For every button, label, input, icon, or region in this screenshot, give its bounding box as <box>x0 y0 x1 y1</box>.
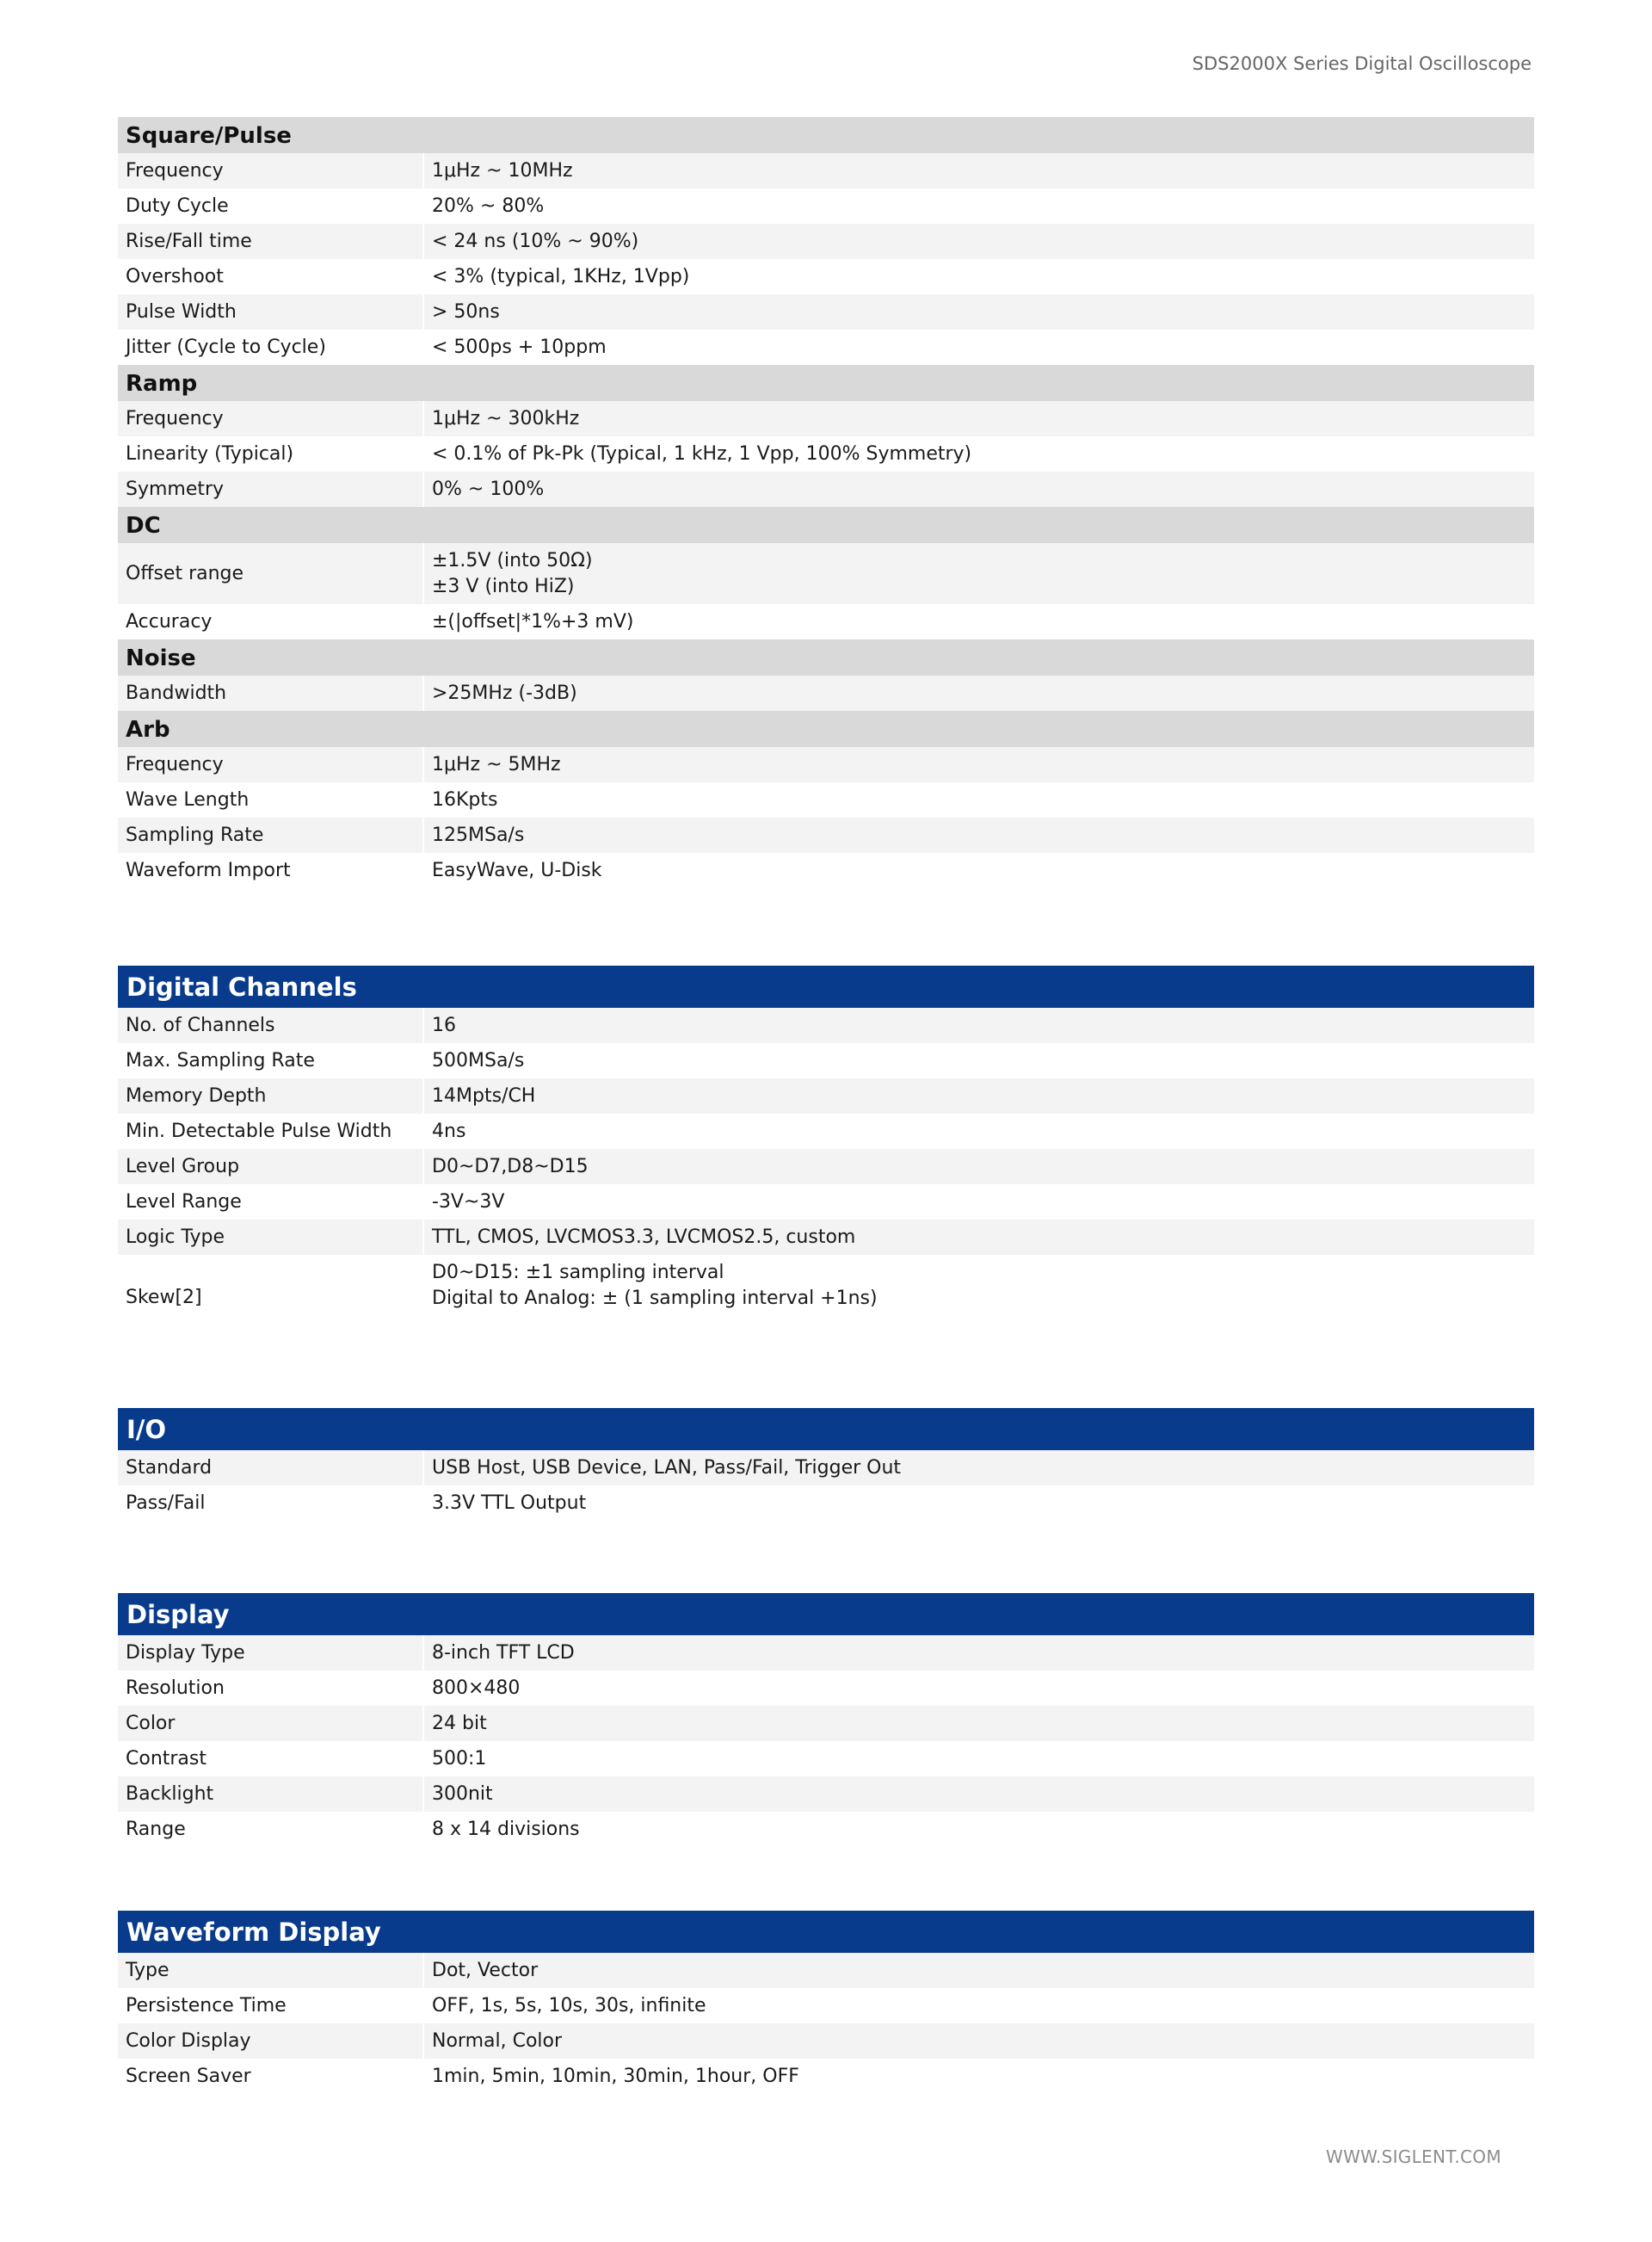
row-value: < 500ps + 10ppm <box>432 336 607 358</box>
digital-channels-rows <box>118 1008 1534 1339</box>
table-row <box>118 1812 1534 1847</box>
row-value-line: ±1.5V (into 50Ω) <box>432 549 593 571</box>
row-value: 500MSa/s <box>432 1049 525 1072</box>
table-row <box>118 401 1534 436</box>
row-value: OFF, 1s, 5s, 10s, 30s, infinite <box>432 1994 706 2017</box>
table-row <box>118 1220 1534 1255</box>
row-label: Max. Sampling Rate <box>118 1043 424 1078</box>
row-label: Level Range <box>118 1184 424 1220</box>
row-label: Linearity (Typical) <box>118 436 424 472</box>
row-label: Overshoot <box>118 259 424 294</box>
row-value: 800×480 <box>432 1677 521 1699</box>
row-value: >25MHz (-3dB) <box>432 682 577 704</box>
row-value: 8 x 14 divisions <box>432 1818 580 1840</box>
row-label: Standard <box>118 1450 424 1485</box>
table-row <box>118 1953 1534 1988</box>
row-label: Contrast <box>118 1741 424 1776</box>
row-label: Memory Depth <box>118 1078 424 1114</box>
table-row <box>118 604 1534 639</box>
table-row <box>118 1450 1534 1485</box>
table-row <box>118 2023 1534 2059</box>
section-heading-arb: Arb <box>118 711 1534 747</box>
table-row <box>118 747 1534 782</box>
row-value-line: Digital to Analog: ± (1 sampling interval +1ns) <box>432 1288 878 1309</box>
table-row <box>118 330 1534 365</box>
dc-rows <box>118 543 1534 639</box>
row-value: < 0.1% of Pk-Pk (Typical, 1 kHz, 1 Vpp, 100% Symmetry) <box>432 442 972 465</box>
row-value <box>424 1255 1534 1339</box>
row-label: Accuracy <box>118 604 424 639</box>
section-heading-io: I/O <box>118 1408 1534 1450</box>
io-table <box>118 1408 1534 1521</box>
row-label: Wave Length <box>118 782 424 818</box>
table-row <box>118 1776 1534 1812</box>
waveform-display-rows <box>118 1953 1534 2094</box>
table-row <box>118 1184 1534 1220</box>
row-label: Bandwidth <box>118 676 424 711</box>
row-label: Rise/Fall time <box>118 224 424 259</box>
row-label: Pulse Width <box>118 294 424 330</box>
table-row <box>118 1149 1534 1184</box>
row-label: Min. Detectable Pulse Width <box>118 1114 424 1149</box>
row-value: > 50ns <box>432 300 500 323</box>
row-value: Dot, Vector <box>432 1959 539 1981</box>
row-value: Normal, Color <box>432 2029 563 2052</box>
table-row <box>118 1706 1534 1741</box>
table-row <box>118 188 1534 224</box>
table-row <box>118 543 1534 604</box>
table-row <box>118 1635 1534 1671</box>
row-value: 125MSa/s <box>432 824 525 846</box>
table-row <box>118 1671 1534 1706</box>
row-label: No. of Channels <box>118 1008 424 1043</box>
row-value: 300nit <box>432 1782 493 1805</box>
table-row <box>118 153 1534 188</box>
table-row <box>118 294 1534 330</box>
table-row <box>118 1485 1534 1521</box>
row-value: EasyWave, U-Disk <box>432 859 602 881</box>
table-row <box>118 782 1534 818</box>
row-value: 1μHz ~ 10MHz <box>432 159 573 182</box>
digital-channels-table <box>118 966 1534 1339</box>
section-heading-waveform-display: Waveform Display <box>118 1911 1534 1953</box>
waveform-display-table <box>118 1911 1534 2094</box>
section-heading-display: Display <box>118 1593 1534 1635</box>
row-label: Color <box>118 1706 424 1741</box>
section-heading-ramp: Ramp <box>118 365 1534 401</box>
row-value: USB Host, USB Device, LAN, Pass/Fail, Trigger Out <box>432 1456 902 1479</box>
row-label: Persistence Time <box>118 1988 424 2023</box>
row-label: Duty Cycle <box>118 188 424 224</box>
row-value: 0% ~ 100% <box>432 478 545 500</box>
row-label: Screen Saver <box>118 2059 424 2094</box>
row-label: Pass/Fail <box>118 1485 424 1521</box>
row-value: < 24 ns (10% ~ 90%) <box>432 230 639 252</box>
display-table <box>118 1593 1534 1847</box>
row-value <box>424 543 1534 604</box>
row-value: 8-inch TFT LCD <box>432 1641 575 1664</box>
section-heading-noise: Noise <box>118 639 1534 676</box>
table-row <box>118 853 1534 888</box>
row-value: 500:1 <box>432 1747 487 1770</box>
row-label: Logic Type <box>118 1220 424 1255</box>
table-row <box>118 676 1534 711</box>
row-label: Resolution <box>118 1671 424 1706</box>
row-value: < 3% (typical, 1KHz, 1Vpp) <box>432 265 690 287</box>
io-rows <box>118 1450 1534 1521</box>
noise-rows <box>118 676 1534 711</box>
row-label: Waveform Import <box>118 853 424 888</box>
row-value: 14Mpts/CH <box>432 1084 536 1107</box>
table-row <box>118 2059 1534 2094</box>
row-label: Offset range <box>118 543 424 604</box>
table-row <box>118 472 1534 507</box>
row-value: ±(|offset|*1%+3 mV) <box>432 610 634 633</box>
table-row <box>118 1988 1534 2023</box>
row-value: 24 bit <box>432 1712 487 1734</box>
row-value: TTL, CMOS, LVCMOS3.3, LVCMOS2.5, custom <box>432 1226 856 1248</box>
row-label: Skew[2] <box>118 1255 424 1339</box>
row-value: -3V~3V <box>432 1190 505 1213</box>
table-row <box>118 1043 1534 1078</box>
table-row <box>118 818 1534 853</box>
row-label: Frequency <box>118 153 424 188</box>
waveform-spec-table <box>118 117 1534 888</box>
table-row <box>118 259 1534 294</box>
row-label: Sampling Rate <box>118 818 424 853</box>
table-row <box>118 1255 1534 1339</box>
table-row <box>118 224 1534 259</box>
row-label: Color Display <box>118 2023 424 2059</box>
row-label: Frequency <box>118 747 424 782</box>
row-label: Range <box>118 1812 424 1847</box>
row-value: 16Kpts <box>432 788 498 811</box>
row-label: Frequency <box>118 401 424 436</box>
row-value: 4ns <box>432 1120 466 1142</box>
row-label: Jitter (Cycle to Cycle) <box>118 330 424 365</box>
row-value: 16 <box>432 1014 456 1036</box>
row-value-line: D0~D15: ±1 sampling interval <box>432 1262 724 1283</box>
ramp-rows <box>118 401 1534 507</box>
table-row <box>118 436 1534 472</box>
row-value: D0~D7,D8~D15 <box>432 1155 589 1177</box>
row-label: Type <box>118 1953 424 1988</box>
table-row <box>118 1114 1534 1149</box>
footer-website-url: WWW.SIGLENT.COM <box>1326 2146 1501 2167</box>
row-label: Display Type <box>118 1635 424 1671</box>
row-value: 1μHz ~ 300kHz <box>432 407 580 429</box>
square-pulse-rows <box>118 153 1534 365</box>
table-row <box>118 1008 1534 1043</box>
row-value-line: ±3 V (into HiZ) <box>432 575 575 597</box>
display-rows <box>118 1635 1534 1847</box>
table-row <box>118 1078 1534 1114</box>
row-value: 1min, 5min, 10min, 30min, 1hour, OFF <box>432 2065 799 2087</box>
section-heading-digital-channels: Digital Channels <box>118 966 1534 1008</box>
arb-rows <box>118 747 1534 888</box>
table-row <box>118 1741 1534 1776</box>
row-label: Symmetry <box>118 472 424 507</box>
row-label: Backlight <box>118 1776 424 1812</box>
row-value: 3.3V TTL Output <box>432 1492 587 1514</box>
row-value: 20% ~ 80% <box>432 195 545 217</box>
section-heading-square-pulse: Square/Pulse <box>118 117 1534 153</box>
page-header-title: SDS2000X Series Digital Oscilloscope <box>1192 53 1532 74</box>
row-label: Level Group <box>118 1149 424 1184</box>
row-value: 1μHz ~ 5MHz <box>432 753 561 775</box>
section-heading-dc: DC <box>118 507 1534 543</box>
